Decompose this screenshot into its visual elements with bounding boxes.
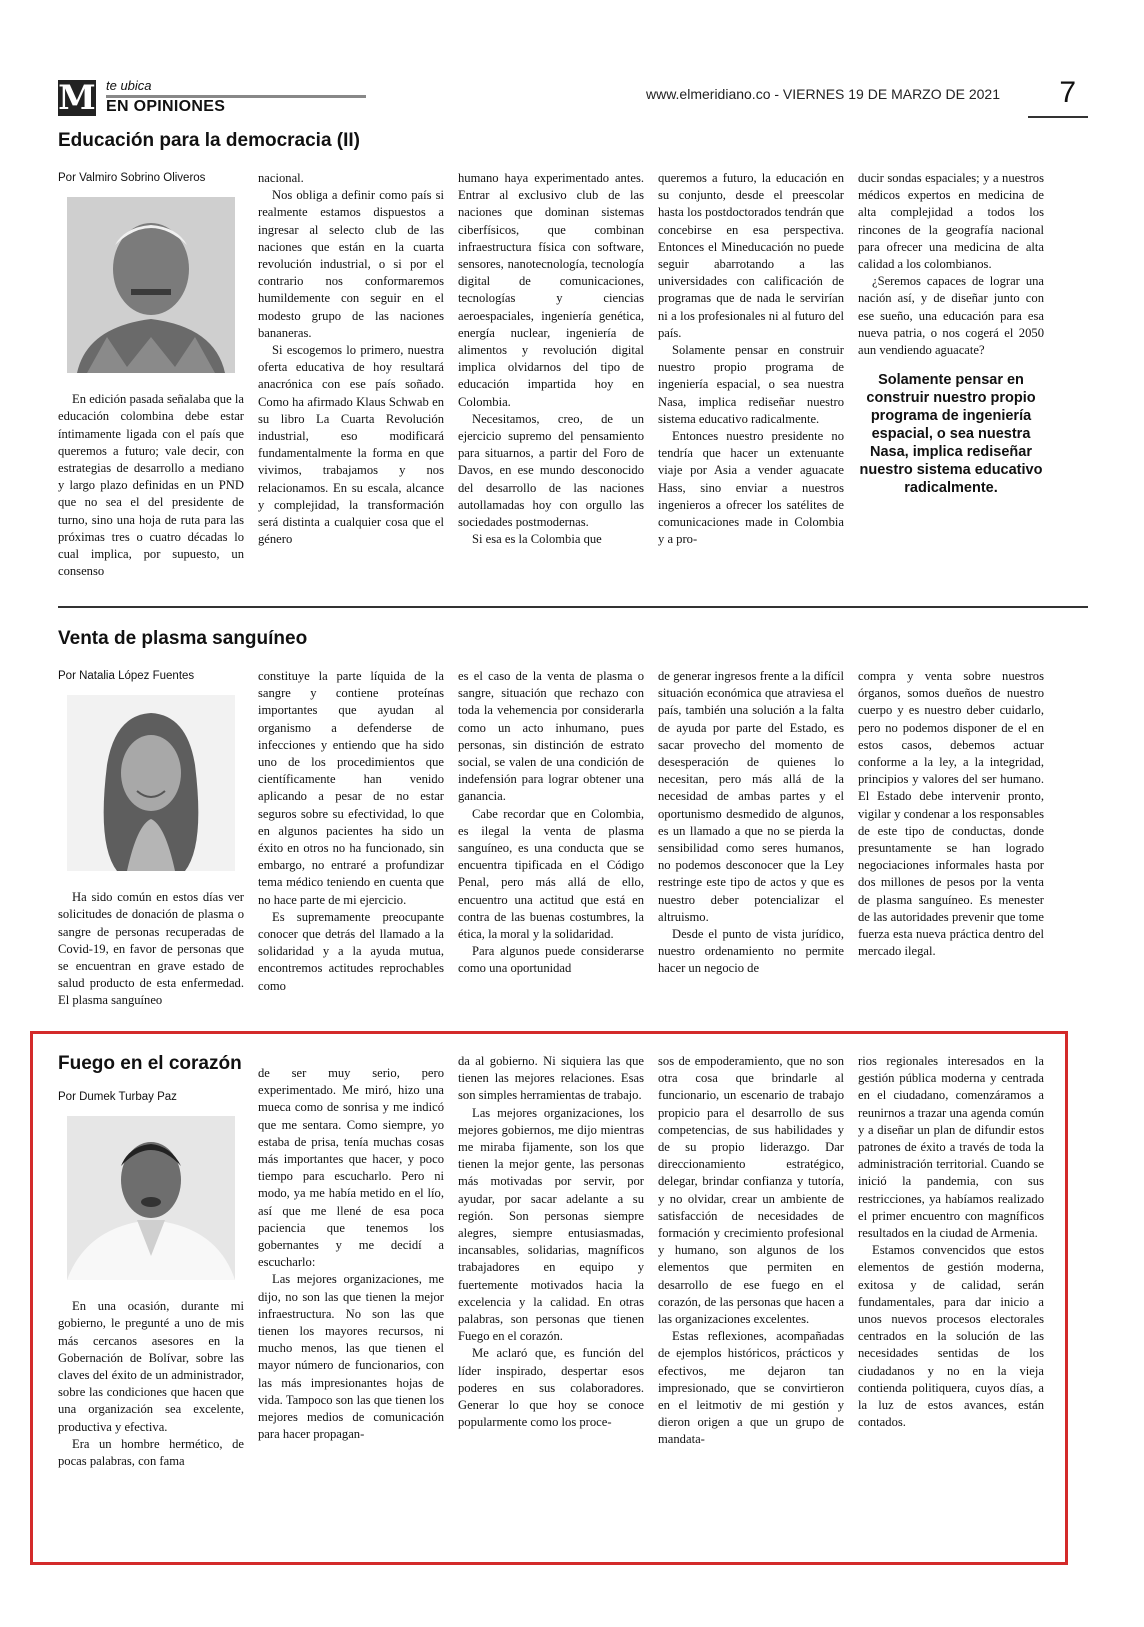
article-title: Educación para la democracia (II) [58,130,360,151]
author-photo [67,197,235,373]
byline: Por Natalia López Fuentes [58,670,195,682]
paragraph: da al gobierno. Ni siquiera las que tienen las mejores relaciones. Esas son simples herramientas de trabajo. [458,1054,644,1103]
paragraph: Necesitamos, creo, de un ejercicio supremo del pensamiento para situarnos, a partir del Foro de Davos, en ese mundo desconocido del desarrollo de las naciones autollamadas hoy con orgullo las sociedades postmodernas. [458,411,644,530]
article-educacion [58,130,1088,600]
paragraph: ¿Seremos capaces de lograr una nación así, y de diseñar junto con ese sueño, una educación para esa nueva patria, o nos cogerá el 2050 aun vendiendo aguacate? [858,274,1044,358]
paragraph: humano haya experimentado antes. Entrar al exclusivo club de las naciones que dominan sistemas ciberfísicos, que combinan infraestructura física con software, sensores, nanotecnología, tecnología digital de comunicaciones, tecnologías y ciencias aeroespaciales, ingeniería genética, energía nuclear, ingeniería de alimentos y revolución digital implica olvidarnos del tipo de educación impartida hoy en Colombia. [458,171,644,409]
article-title: Fuego en el corazón [58,1053,242,1074]
paragraph: constituye la parte líquida de la sangre y contiene proteínas importantes que ayudan al organismo a defenderse de infecciones y entiendo que ha sido uno de los procedimientos que científicamente han venido aplicando a pesar de no estar seguros sobre su efectividad, lo que en algunos pacientes ha sido un éxito en otros no ha funcionado, sin embargo, no entraré a profundizar tema médico teniendo en cuenta que no hace parte de mi ejercicio. [258,669,444,907]
paragraph: rios regionales interesados en la gestión pública moderna y centrada en el ciudadano, comenzáramos a reunirnos a trazar una agenda común y a diseñar un plan de difundir estos patrones de éxito a través de toda la administración territorial. Cuando se inició la pandemia, con sus restricciones, ya habíamos realizado el primer encuentro con magníficos resultados en la ciudad de Armenia. [858,1054,1044,1241]
website-and-date: www.elmeridiano.co - VIERNES 19 DE MARZO DE 2021 [645,86,1000,102]
article-plasma [58,628,1088,1028]
masthead [58,78,1088,120]
column-1 [58,170,244,580]
paragraph: Es supremamente preocupante conocer que detrás del llamado a la solidaridad y a la ayuda mutua, encontremos actitudes reprochables como [258,909,444,993]
paragraph: Cabe recordar que en Colombia, es ilegal la venta de plasma sanguíneo, es una conducta que se encuentra tipificada en el Código Penal, pero más allá de ello, encuentro una actitud que está en contra de las buenas costumbres, la ética, la moral y la solidaridad. [458,806,644,942]
author-portrait-image [67,197,235,373]
paragraph: En una ocasión, durante mi gobierno, le pregunté a uno de mis más cercanos asesores en la Gobernación de Bolívar, sobre las claves del éxito de un administrador, sobre las condiciones que hacen que una organización sea excelente, productiva y efectiva. [58,1299,244,1434]
paragraph: Desde el punto de vista jurídico, nuestro ordenamiento no permite hacer un negocio de [658,927,844,976]
column-2 [258,170,444,548]
paragraph: Nos obliga a definir como país si realmente estamos dispuestos a ingresar al selecto club de las naciones que están en la cuarta revolución industrial, o si por el contrario nos conformaremos humildemente con seguir en el modesto grupo de las naciones bananeras. [258,188,444,340]
paragraph: Solamente pensar en construir nuestro propio programa de ingeniería espacial, o sea nuestra Nasa, implica rediseñar nuestro sistema educativo radicalmente. [658,343,844,426]
paragraph: compra y venta sobre nuestros órganos, somos dueños de nuestro cuerpo y es nuestro deber cuidarlo, pero no podemos disponer de el en estos casos, debemos actuar conforme a la ley, a la integridad, principios y valores del ser humano. El Estado debe intervenir pronto, vigilar y condenar a los responsables de este tipo de conductas, donde presuntamente se han logrado negociaciones informales hasta por dos millones de pesos por la venta de plasma sanguíneo. Es menester de las autoridades prevenir que tome fuerza esta nueva práctica dentro del mercado ilegal. [858,669,1044,959]
column-5 [858,170,1044,497]
tagline: te ubica [106,78,152,93]
paragraph: Las mejores organizaciones, los mejores gobiernos, me dijo mientras me miraba fijamente, son los que tienen la mejor gente, las personas más motivadas por servir, por ayudar, por sacar adelante a su región. Son personas siempre alegres, siempre entusiasmadas, incansables, solidarias, magníficos trabajadores en equipo y fuertemente motivados hacia la excelencia y la calidad. En otras palabras, son personas que tienen Fuego en el corazón. [458,1105,644,1344]
byline: Por Dumek Turbay Paz [58,1091,177,1103]
el-meridiano-logo: M [58,78,96,118]
column-4 [658,170,844,548]
author-portrait-image [67,1116,235,1280]
column-3 [458,668,644,978]
paragraph: nacional. [258,171,304,185]
column-4 [658,668,844,978]
paragraph: ducir sondas espaciales; y a nuestros médicos expertos en medicina de alta complejidad a todos los rincones de la geografía nacional para ofrecer una medicina de alta calidad a los colombianos. [858,171,1044,272]
article-title: Venta de plasma sanguíneo [58,628,308,649]
author-portrait-image [67,695,235,871]
article-fuego [58,1053,1088,1553]
column-1 [58,668,244,1010]
column-3 [458,1053,644,1431]
paragraph: de ser muy serio, pero experimentado. Me miró, hizo una mueca como de sonrisa y me indicó que me sentara. Como siempre, yo estaba de prisa, tenía muchas cosas más importantes que hacer, y poco tiempo para escucharlo. Pero ni modo, ya me había metido en el lío, así que me llené de esa poca paciencia que tenemos los gobernantes y me decidí a escucharlo: [258,1066,444,1270]
paragraph: Era un hombre hermético, de pocas palabras, con fama [58,1436,244,1469]
paragraph: Estas reflexiones, acompañadas de ejemplos históricos, prácticos y efectivos, me dejaron tan impresionado, que se convirtieron en el leitmotiv de mi gestión y dieron origen a que un grupo de mandata- [658,1329,844,1447]
paragraph: Estamos convencidos que estos elementos de gestión moderna, exitosa y de calidad, serán fundamentales, para dar inicio a unos nuevos procesos electorales centrados en la solución de las necesidades sentidas de los ciudadanos y no en la vieja contienda politiquera, cuyos días, a la luz de estos avances, están contados. [858,1243,1044,1430]
column-2 [258,668,444,995]
column-4 [658,1053,844,1449]
paragraph: En edición pasada señalaba que la educación colombina debe estar íntimamente ligada con el país que queremos a futuro; vale decir, con estrategias de desarrollo a mediano y largo plazo definidas en un PND que no sea el del presidente de turno, sino una hoja de ruta para las próximas tres o cuatro décadas lo cual implica, por supuesto, un consenso [58,392,244,579]
page-number: 7 [1059,76,1076,109]
paragraph: Ha sido común en estos días ver solicitudes de donación de plasma o sangre de personas recuperadas de Covid-19, en favor de personas que se encuentran en grave estado de salud producto de esta enfermedad. El plasma sanguíneo [58,890,244,1008]
pull-quote: Solamente pensar en construir nuestro propio programa de ingeniería espacial, o sea nuestra Nasa, implica rediseñar nuestro sistema educativo radicalmente. [859,372,1043,497]
paragraph: Las mejores organizaciones, me dijo, no son las que tienen la mejor infraestructura. No son las que tienen los mayores recursos, ni mucho menos, las que tienen el mayor número de funcionarios, con las más impresionantes hojas de vida. Tampoco son las que tienen los mejores medios de comunicación para hacer propagan- [258,1272,444,1442]
column-5 [858,1053,1044,1431]
column-5 [858,668,1044,960]
paragraph: es el caso de la venta de plasma o sangre, situación que rechazo con toda la vehemencia por considerarla como un acto inhumano, pues personas, sin distinción de estrato social, se valen de una condición de indefensión para lograr obtener una ganancia. [458,669,644,804]
page-number-rule [1028,116,1088,118]
paragraph: sos de empoderamiento, que no son otra cosa que brindarle al funcionario, un escenario de trabajo propicio para el desarrollo de sus competencias, de sus habilidades y de su propio liderazgo. Dar direccionamiento estratégico, delegar, brindar confianza y tutoría, y no olvidar, crear un ambiente de satisfacción de necesidades de formación y crecimiento profesional y humano, son algunos de los elementos que permiten en desarrollo de ese fuego en el corazón, de las personas que hacen a las organizaciones excelentes. [658,1054,844,1327]
column-2 [258,1065,444,1443]
paragraph: Entonces nuestro presidente no tendría que hacer un extenuante viaje por Asia a vender aguacate Hass, sino enviar a nuestros ingenieros a ofrecer los satélites de comunicaciones made in Colombia y a pro- [658,429,844,547]
section-title: EN OPINIONES [106,98,226,115]
paragraph: Si escogemos lo primero, nuestra oferta educativa de hoy resultará anacrónica con ese país soñado. Como ha afirmado Klaus Schwab en su libro La Cuarta Revolución industrial, eso modificará fundamentalmente la forma en que vivimos, trabajamos y nos relacionamos. En su escala, alcance y complejidad, la transformación será distinta a cualquier cosa que el género [258,343,444,547]
author-photo [67,695,235,871]
paragraph: queremos a futuro, la educación en su conjunto, desde el preescolar hasta los postdoctorados tendrán que concebirse en esa perspectiva. Entonces el Mineducación no puede seguir abarrotando a las universidades con calificación de programas que de nada le servirían ni a los profesionales ni al futuro del país. [658,171,844,340]
byline: Por Valmiro Sobrino Oliveros [58,172,206,184]
column-3 [458,170,644,548]
paragraph: Para algunos puede considerarse como una oportunidad [458,944,644,976]
article-separator [58,606,1088,608]
column-1 [58,1089,244,1470]
paragraph: Me aclaró que, es función del líder inspirado, despertar esos poderes en sus colaboradores. Generar lo que hoy se conoce popularmente como los proce- [458,1346,644,1430]
paragraph: Si esa es la Colombia que [472,532,602,547]
author-photo [67,1116,235,1280]
paragraph: de generar ingresos frente a la difícil situación económica que atraviesa el país, también una solución a la falta de ayuda por parte del Estado, es sacar provecho del momento de desesperación de quienes lo necesitan, pero más allá de la necesidad de ambas partes y el oportunismo desmedido de algunos, es un llamado a que no se pierda la sensibilidad como seres humanos, no podemos desconocer que la Ley restringe este tipo de actos y que es nuestro deber potencializar el altruismo. [658,669,844,924]
